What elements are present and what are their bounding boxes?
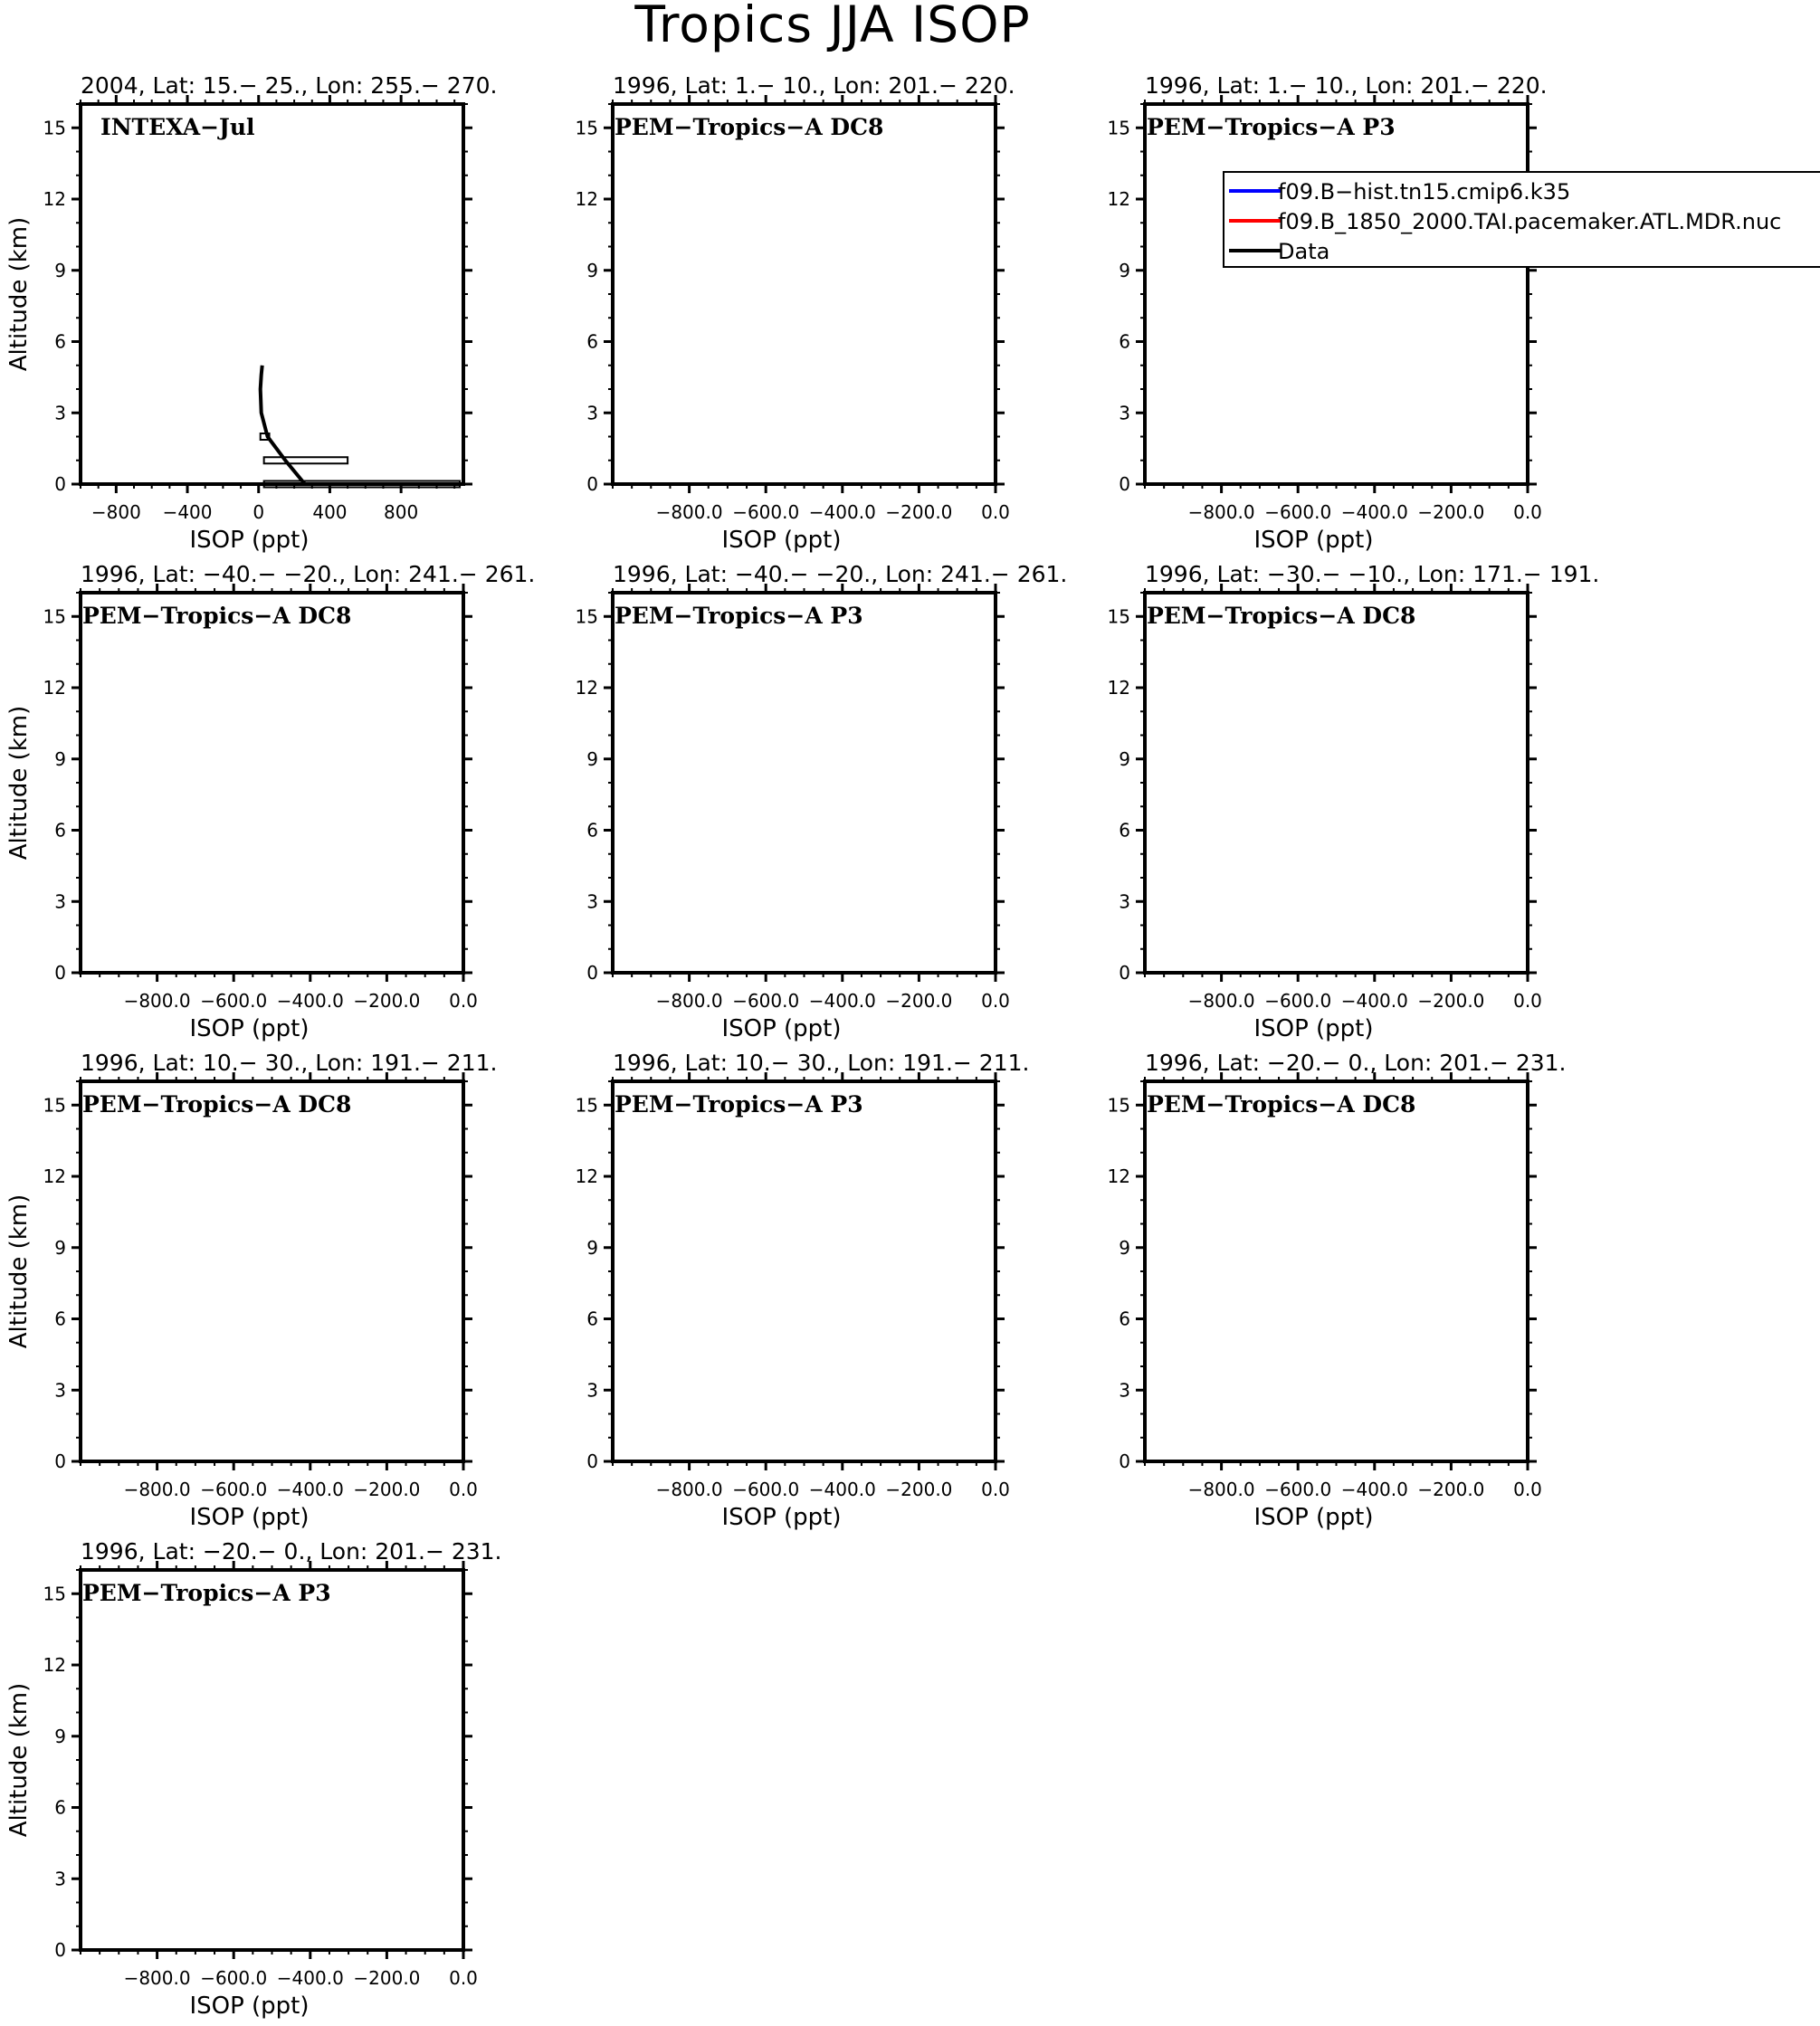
y-tick-label: 3 <box>54 1379 66 1402</box>
x-tick-label: −400.0 <box>808 1479 876 1500</box>
campaign-label: PEM−Tropics−A P3 <box>82 1580 331 1606</box>
y-tick-label: 9 <box>1119 1236 1130 1259</box>
x-tick-label: −800.0 <box>1187 1479 1255 1500</box>
x-tick-label: −600.0 <box>200 1479 268 1500</box>
x-tick-label: −800 <box>91 501 141 523</box>
x-tick-label: −400.0 <box>1340 501 1408 523</box>
x-axis-label: ISOP (ppt) <box>189 1504 310 1531</box>
y-tick-label: 12 <box>575 188 598 210</box>
y-tick-label: 12 <box>1107 677 1130 699</box>
y-axis-label: Altitude (km) <box>5 705 33 861</box>
panel-1 <box>5 72 497 554</box>
y-tick-label: 15 <box>575 605 598 628</box>
y-tick-label: 9 <box>54 1725 66 1747</box>
y-tick-label: 3 <box>586 890 598 913</box>
y-tick-label: 6 <box>54 330 66 353</box>
x-tick-label: −400.0 <box>808 501 876 523</box>
x-tick-label: 0.0 <box>981 990 1010 1012</box>
panels-group <box>5 72 1599 2020</box>
x-axis-label: ISOP (ppt) <box>1253 1015 1374 1042</box>
y-tick-label: 15 <box>575 1094 598 1117</box>
y-tick-label: 12 <box>575 677 598 699</box>
campaign-label: PEM−Tropics−A P3 <box>1147 114 1396 140</box>
x-tick-label: −800.0 <box>655 1479 723 1500</box>
y-tick-label: 0 <box>586 1451 598 1472</box>
x-tick-label: 800 <box>384 501 419 523</box>
campaign-label: INTEXA−Jul <box>100 114 255 140</box>
panel-subtitle: 1996, Lat: 1.− 10., Lon: 201.− 220. <box>613 72 1015 99</box>
series-line-data <box>261 366 305 484</box>
x-tick-label: −400 <box>162 501 213 523</box>
y-tick-label: 12 <box>1107 188 1130 210</box>
y-tick-label: 0 <box>1119 1451 1130 1472</box>
plot-frame <box>1145 104 1528 484</box>
x-tick-label: −200.0 <box>1417 990 1485 1012</box>
x-axis-label: ISOP (ppt) <box>189 527 310 554</box>
y-tick-label: 0 <box>54 962 66 984</box>
y-tick-label: 12 <box>43 677 66 699</box>
y-tick-label: 12 <box>43 188 66 210</box>
y-axis-label: Altitude (km) <box>5 1682 33 1838</box>
x-axis-label: ISOP (ppt) <box>1253 1504 1374 1531</box>
y-tick-label: 0 <box>586 962 598 984</box>
x-tick-label: −200.0 <box>885 501 953 523</box>
y-tick-label: 9 <box>586 747 598 770</box>
x-tick-label: 400 <box>312 501 348 523</box>
y-tick-label: 15 <box>575 117 598 139</box>
y-tick-label: 6 <box>586 1308 598 1330</box>
y-tick-label: 12 <box>43 1165 66 1187</box>
x-axis-label: ISOP (ppt) <box>1253 527 1374 554</box>
y-tick-label: 6 <box>54 1796 66 1819</box>
x-tick-label: −200.0 <box>353 1967 421 1989</box>
y-tick-label: 3 <box>1119 890 1130 913</box>
y-axis-label: Altitude (km) <box>5 1194 33 1349</box>
x-axis-label: ISOP (ppt) <box>721 1504 842 1531</box>
x-tick-label: 0.0 <box>449 1479 478 1500</box>
x-tick-label: 0.0 <box>981 1479 1010 1500</box>
x-tick-label: 0.0 <box>1513 501 1542 523</box>
y-tick-label: 0 <box>586 473 598 495</box>
x-tick-label: −200.0 <box>353 1479 421 1500</box>
x-tick-label: −800.0 <box>1187 990 1255 1012</box>
panel-3 <box>1108 72 1548 554</box>
y-axis-label: Altitude (km) <box>5 216 33 372</box>
x-tick-label: −800.0 <box>655 501 723 523</box>
x-tick-label: −600.0 <box>1264 501 1332 523</box>
x-axis-label: ISOP (ppt) <box>721 527 842 554</box>
panel-4 <box>5 561 535 1042</box>
x-axis-label: ISOP (ppt) <box>189 1015 310 1042</box>
y-tick-label: 12 <box>1107 1165 1130 1187</box>
legend-label: f09.B_1850_2000.TAI.pacemaker.ATL.MDR.nuc <box>1278 209 1782 234</box>
panel-7 <box>5 1050 497 1531</box>
plot-frame <box>613 104 996 484</box>
y-tick-label: 3 <box>1119 1379 1130 1402</box>
x-tick-label: −400.0 <box>1340 990 1408 1012</box>
panel-subtitle: 1996, Lat: −20.− 0., Lon: 201.− 231. <box>81 1538 502 1565</box>
x-tick-label: −400.0 <box>1340 1479 1408 1500</box>
y-tick-label: 3 <box>54 402 66 424</box>
y-tick-label: 15 <box>1107 605 1130 628</box>
x-tick-label: −400.0 <box>808 990 876 1012</box>
y-tick-label: 6 <box>586 330 598 353</box>
x-tick-label: −800.0 <box>655 990 723 1012</box>
x-tick-label: −600.0 <box>200 1967 268 1989</box>
x-tick-label: −200.0 <box>1417 501 1485 523</box>
x-tick-label: −400.0 <box>276 1479 344 1500</box>
legend-label: Data <box>1278 239 1330 264</box>
x-tick-label: −200.0 <box>1417 1479 1485 1500</box>
panel-subtitle: 1996, Lat: −40.− −20., Lon: 241.− 261. <box>81 561 536 587</box>
campaign-label: PEM−Tropics−A DC8 <box>82 603 352 629</box>
campaign-label: PEM−Tropics−A DC8 <box>1147 603 1416 629</box>
y-tick-label: 9 <box>54 259 66 281</box>
x-tick-label: −600.0 <box>732 1479 800 1500</box>
y-tick-label: 15 <box>43 605 66 628</box>
plot-frame <box>1145 593 1528 973</box>
x-tick-label: −600.0 <box>200 990 268 1012</box>
legend <box>1224 172 1820 267</box>
x-tick-label: −800.0 <box>123 990 191 1012</box>
y-tick-label: 6 <box>586 819 598 842</box>
x-tick-label: −600.0 <box>1264 1479 1332 1500</box>
x-tick-label: −600.0 <box>732 990 800 1012</box>
y-tick-label: 3 <box>586 402 598 424</box>
y-tick-label: 15 <box>43 117 66 139</box>
y-tick-label: 15 <box>43 1094 66 1117</box>
y-tick-label: 6 <box>1119 819 1130 842</box>
campaign-label: PEM−Tropics−A DC8 <box>615 114 884 140</box>
y-tick-label: 9 <box>54 747 66 770</box>
panel-10 <box>5 1538 502 2020</box>
x-tick-label: 0.0 <box>1513 1479 1542 1500</box>
y-tick-label: 9 <box>586 259 598 281</box>
x-tick-label: 0 <box>253 501 265 523</box>
y-tick-label: 0 <box>54 1451 66 1472</box>
plot-frame <box>81 593 463 973</box>
y-tick-label: 6 <box>54 819 66 842</box>
panel-subtitle: 1996, Lat: 10.− 30., Lon: 191.− 211. <box>613 1050 1030 1076</box>
y-tick-label: 0 <box>1119 962 1130 984</box>
panel-subtitle: 2004, Lat: 15.− 25., Lon: 255.− 270. <box>81 72 498 99</box>
y-tick-label: 12 <box>43 1654 66 1676</box>
y-tick-label: 0 <box>54 1939 66 1961</box>
y-tick-label: 0 <box>1119 473 1130 495</box>
x-tick-label: −400.0 <box>276 990 344 1012</box>
x-tick-label: −600.0 <box>1264 990 1332 1012</box>
campaign-label: PEM−Tropics−A P3 <box>615 1091 863 1118</box>
x-tick-label: −200.0 <box>353 990 421 1012</box>
plot-frame <box>81 1081 463 1461</box>
x-tick-label: 0.0 <box>449 1967 478 1989</box>
figure-title: Tropics JJA ISOP <box>634 0 1031 53</box>
panel-8 <box>576 1050 1030 1531</box>
x-tick-label: −800.0 <box>123 1967 191 1989</box>
y-tick-label: 3 <box>586 1379 598 1402</box>
campaign-label: PEM−Tropics−A P3 <box>615 603 863 629</box>
x-axis-label: ISOP (ppt) <box>721 1015 842 1042</box>
plot-frame <box>81 104 463 484</box>
plot-frame <box>613 1081 996 1461</box>
panel-subtitle: 1996, Lat: −40.− −20., Lon: 241.− 261. <box>613 561 1068 587</box>
campaign-label: PEM−Tropics−A DC8 <box>1147 1091 1416 1118</box>
x-tick-label: −200.0 <box>885 990 953 1012</box>
panel-9 <box>1108 1050 1567 1531</box>
y-tick-label: 15 <box>1107 1094 1130 1117</box>
range-box <box>264 457 348 463</box>
plot-frame <box>81 1570 463 1950</box>
x-tick-label: −200.0 <box>885 1479 953 1500</box>
y-tick-label: 3 <box>54 1868 66 1890</box>
y-tick-label: 9 <box>1119 747 1130 770</box>
y-tick-label: 15 <box>43 1583 66 1605</box>
plot-frame <box>1145 1081 1528 1461</box>
x-tick-label: −800.0 <box>123 1479 191 1500</box>
x-tick-label: −600.0 <box>732 501 800 523</box>
panel-subtitle: 1996, Lat: 10.− 30., Lon: 191.− 211. <box>81 1050 498 1076</box>
y-tick-label: 3 <box>54 890 66 913</box>
x-tick-label: 0.0 <box>449 990 478 1012</box>
panel-5 <box>576 561 1068 1042</box>
campaign-label: PEM−Tropics−A DC8 <box>82 1091 352 1118</box>
panel-2 <box>576 72 1015 554</box>
panel-6 <box>1108 561 1600 1042</box>
x-tick-label: 0.0 <box>981 501 1010 523</box>
legend-label: f09.B−hist.tn15.cmip6.k35 <box>1278 179 1571 205</box>
plot-frame <box>613 593 996 973</box>
y-tick-label: 15 <box>1107 117 1130 139</box>
x-tick-label: −800.0 <box>1187 501 1255 523</box>
panel-subtitle: 1996, Lat: −30.− −10., Lon: 171.− 191. <box>1145 561 1600 587</box>
x-tick-label: 0.0 <box>1513 990 1542 1012</box>
y-tick-label: 9 <box>54 1236 66 1259</box>
y-tick-label: 6 <box>1119 1308 1130 1330</box>
y-tick-label: 6 <box>1119 330 1130 353</box>
y-tick-label: 9 <box>1119 259 1130 281</box>
y-tick-label: 6 <box>54 1308 66 1330</box>
x-tick-label: −400.0 <box>276 1967 344 1989</box>
panel-subtitle: 1996, Lat: −20.− 0., Lon: 201.− 231. <box>1145 1050 1567 1076</box>
y-tick-label: 12 <box>575 1165 598 1187</box>
y-tick-label: 3 <box>1119 402 1130 424</box>
y-tick-label: 0 <box>54 473 66 495</box>
y-tick-label: 9 <box>586 1236 598 1259</box>
panel-subtitle: 1996, Lat: 1.− 10., Lon: 201.− 220. <box>1145 72 1548 99</box>
x-axis-label: ISOP (ppt) <box>189 1993 310 2020</box>
